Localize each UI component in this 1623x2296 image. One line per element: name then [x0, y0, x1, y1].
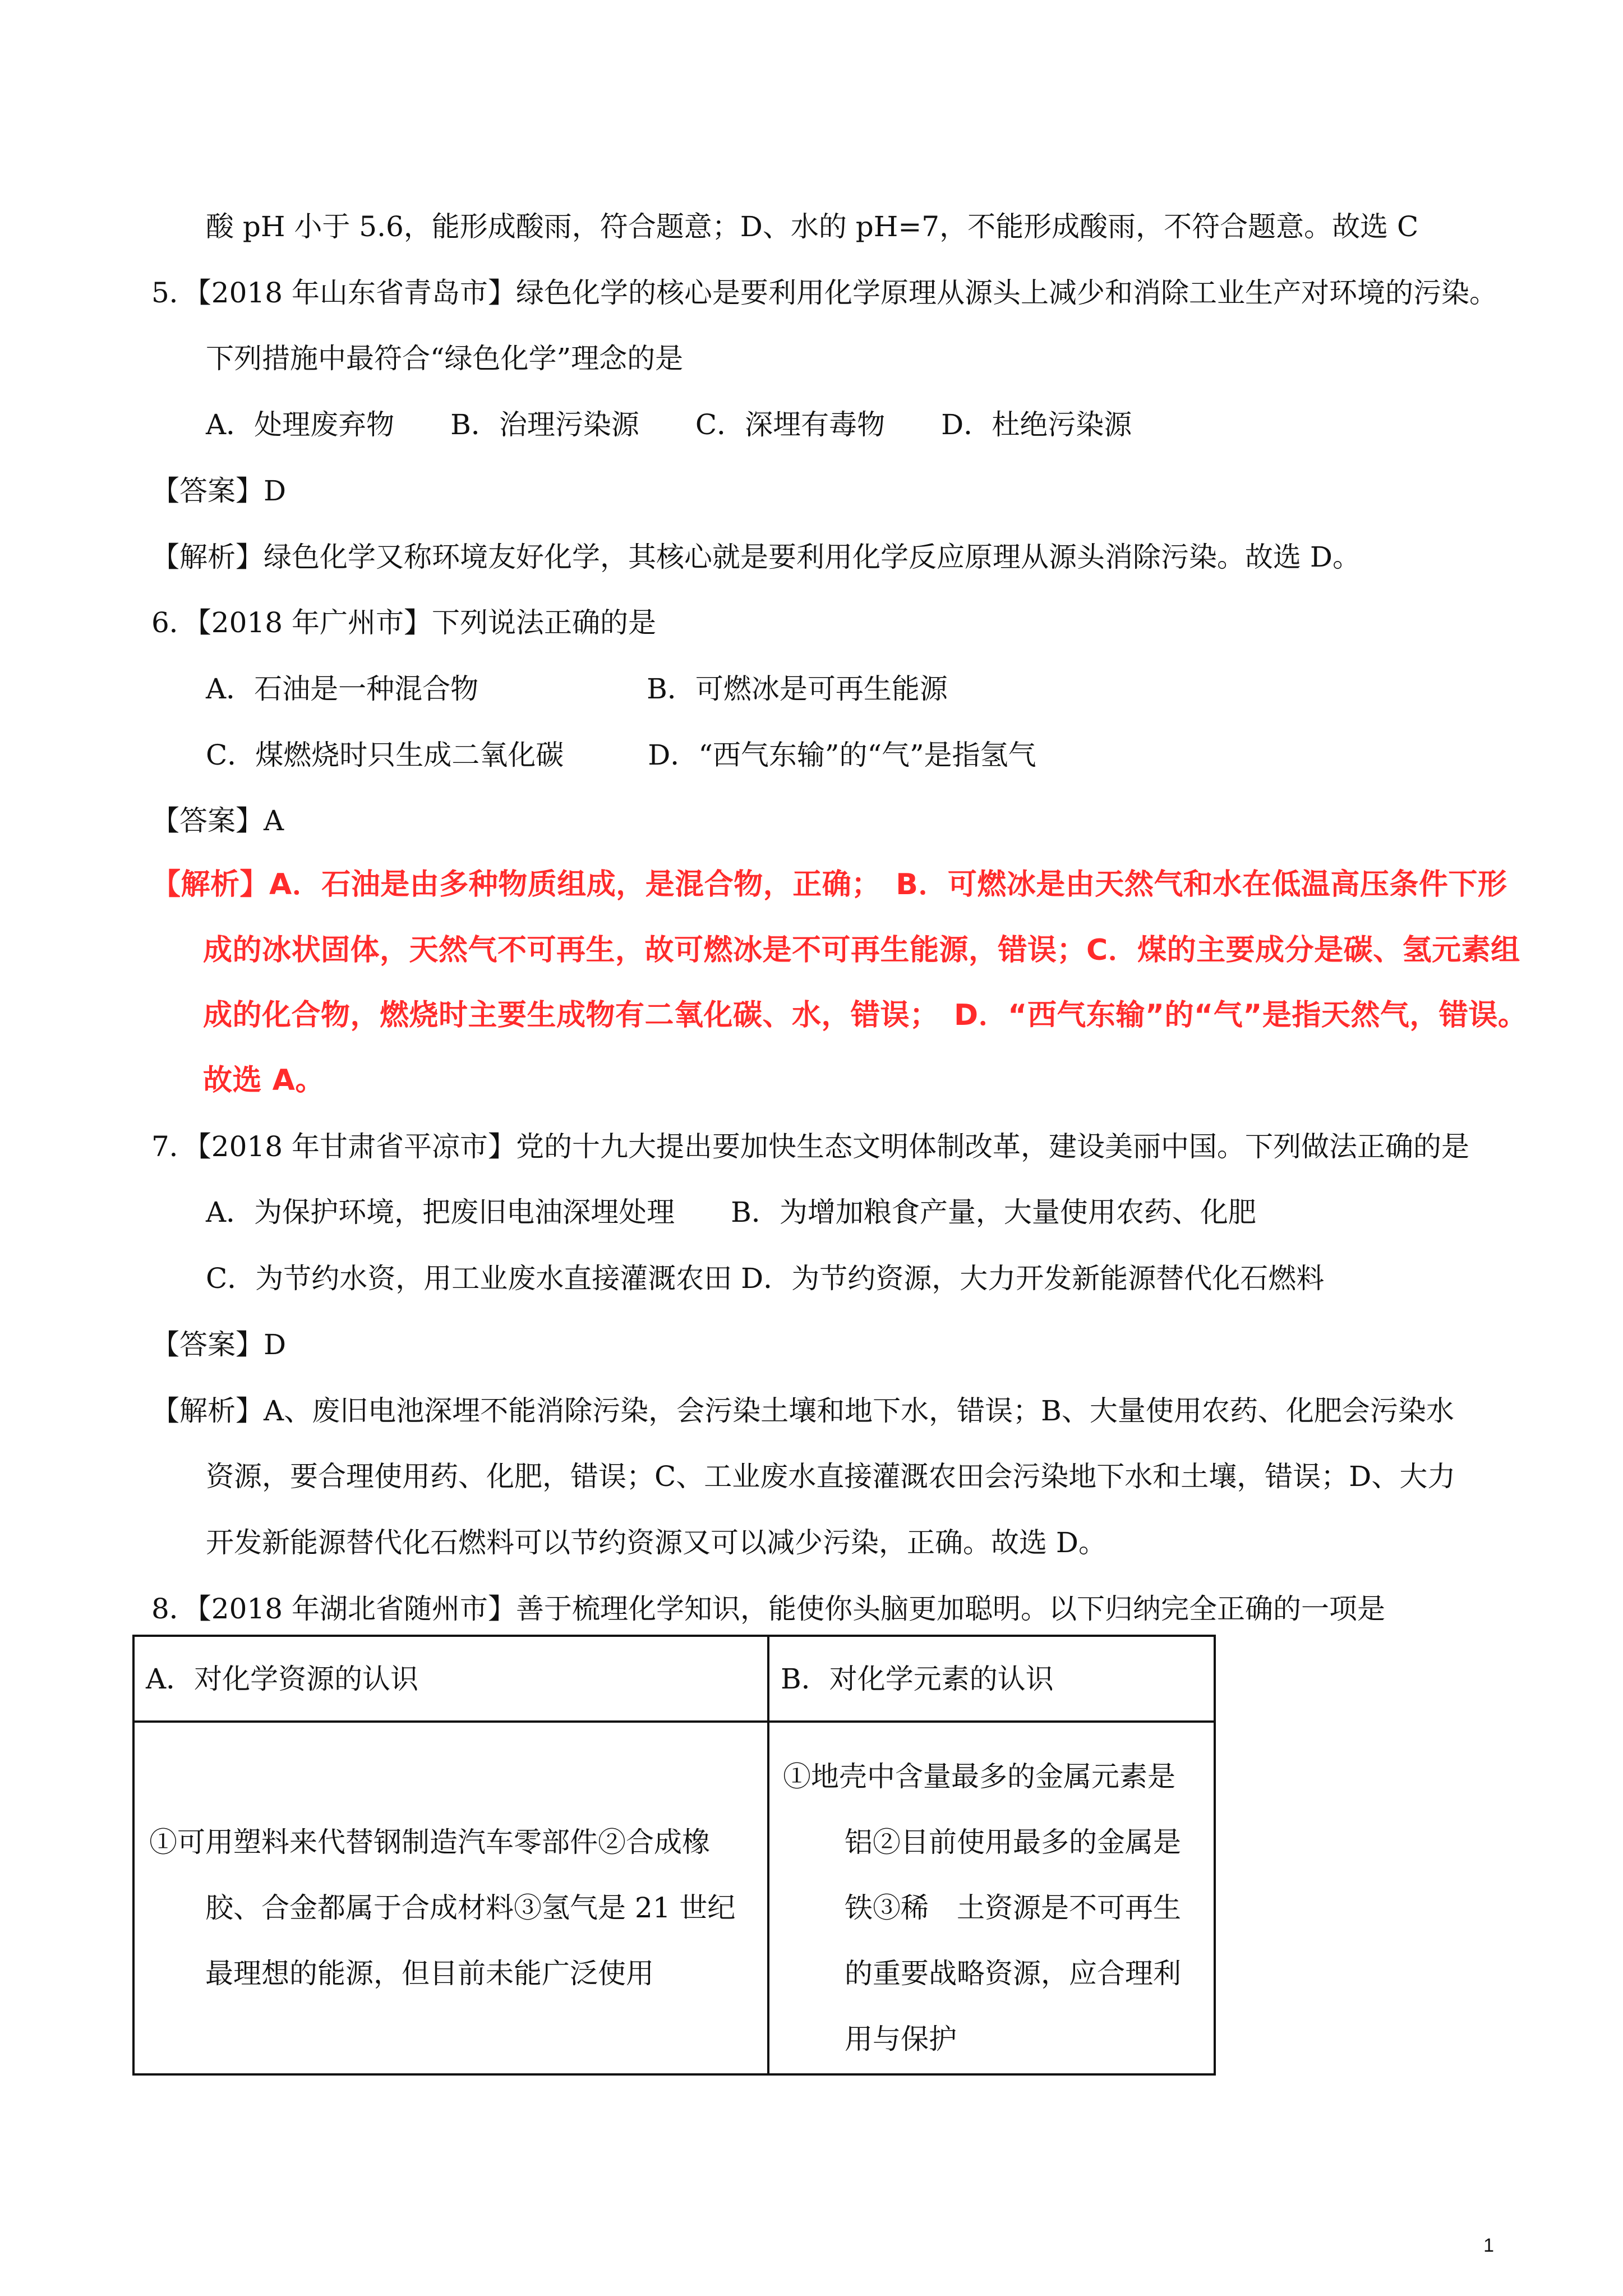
q5-answer: 【答案】D [151, 475, 287, 507]
table-cell-b-line: ①地壳中含量最多的金属元素是 [783, 1760, 1175, 1793]
page-number: 1 [1483, 2235, 1494, 2256]
table-border-top [132, 1635, 1216, 1637]
table-border-header [132, 1720, 1216, 1723]
q6-explanation-line2: 成的冰状固体，天然气不可再生，故可燃冰是不可再生能源，错误；C．煤的主要成分是碳、氢元素组 [203, 933, 1520, 967]
table-cell-a-line: ①可用塑料来代替钢制造汽车零部件②合成橡 [149, 1826, 710, 1858]
q5-stem-cont: 下列措施中最符合“绿色化学”理念的是 [206, 342, 684, 375]
q7-explanation-line1: 【解析】A、废旧电池深埋不能消除污染，会污染土壤和地下水，错误；B、大量使用农药、化肥会污染水 [151, 1395, 1454, 1427]
q5-options: A．处理废弃物 B．治理污染源 C．深埋有毒物 D．杜绝污染源 [206, 408, 1132, 441]
q8-options-table [132, 1635, 1216, 2076]
q5-stem: 5．【2018 年山东省青岛市】绿色化学的核心是要利用化学原理从源头上减少和消除工业生产对环境的污染。 [151, 277, 1497, 309]
table-cell-a-line: 最理想的能源，但目前未能广泛使用 [205, 1957, 654, 1990]
q7-stem: 7．【2018 年甘肃省平凉市】党的十九大提出要加快生态文明体制改革，建设美丽中国。下列做法正确的是 [151, 1130, 1469, 1163]
q6-options-ab: A．石油是一种混合物 B．可燃冰是可再生能源 [206, 673, 948, 705]
table-border-bottom [132, 2073, 1216, 2076]
q7-answer: 【答案】D [151, 1328, 287, 1361]
q7-explanation-line2: 资源，要合理使用药、化肥，错误；C、工业废水直接灌溉农田会污染地下水和土壤，错误；D、大力 [206, 1460, 1456, 1493]
q7-options-cd: C．为节约水资，用工业废水直接灌溉农田 D．为节约资源，大力开发新能源替代化石燃料 [206, 1262, 1325, 1295]
table-border-middle [767, 1635, 769, 2076]
q4-explanation-end: 酸 pH 小于 5.6，能形成酸雨，符合题意；D、水的 pH=7，不能形成酸雨，不符合题意。故选 C [206, 210, 1419, 243]
table-border-left [132, 1635, 135, 2076]
q6-answer: 【答案】A [151, 804, 284, 837]
table-cell-b-line: 用与保护 [845, 2023, 957, 2055]
q6-explanation-line1: 【解析】A．石油是由多种物质组成，是混合物，正确； B．可燃冰是由天然气和水在低温高压条件下形 [151, 868, 1507, 901]
q7-options-ab: A．为保护环境，把废旧电油深埋处理 B．为增加粮食产量，大量使用农药、化肥 [206, 1196, 1256, 1228]
table-cell-b-line: 铁③稀 土资源是不可再生 [845, 1892, 1181, 1924]
q7-explanation-line3: 开发新能源替代化石燃料可以节约资源又可以减少污染，正确。故选 D。 [206, 1526, 1106, 1559]
table-cell-b-line: 铝②目前使用最多的金属是 [845, 1826, 1181, 1858]
table-cell-a-line: 胶、合金都属于合成材料③氢气是 21 世纪 [205, 1892, 736, 1924]
table-cell-b-line: 的重要战略资源，应合理利 [845, 1957, 1181, 1990]
q6-options-cd: C．煤燃烧时只生成二氧化碳 D．“西气东输”的“气”是指氢气 [206, 739, 1036, 771]
table-header-b: B．对化学元素的认识 [781, 1663, 1054, 1695]
q6-explanation-line4: 故选 A。 [203, 1064, 325, 1097]
table-header-a: A．对化学资源的认识 [146, 1663, 419, 1695]
q6-stem: 6．【2018 年广州市】下列说法正确的是 [151, 606, 656, 639]
q5-explanation: 【解析】绿色化学又称环境友好化学，其核心就是要利用化学反应原理从源头消除污染。故选 D。 [151, 541, 1361, 573]
q8-stem: 8．【2018 年湖北省随州市】善于梳理化学知识，能使你头脑更加聪明。以下归纳完全正确的一项是 [151, 1593, 1385, 1625]
table-border-right [1214, 1635, 1216, 2076]
q6-explanation-line3: 成的化合物，燃烧时主要生成物有二氧化碳、水，错误； D．“西气东输”的“气”是指天然气，错误。 [203, 999, 1528, 1032]
